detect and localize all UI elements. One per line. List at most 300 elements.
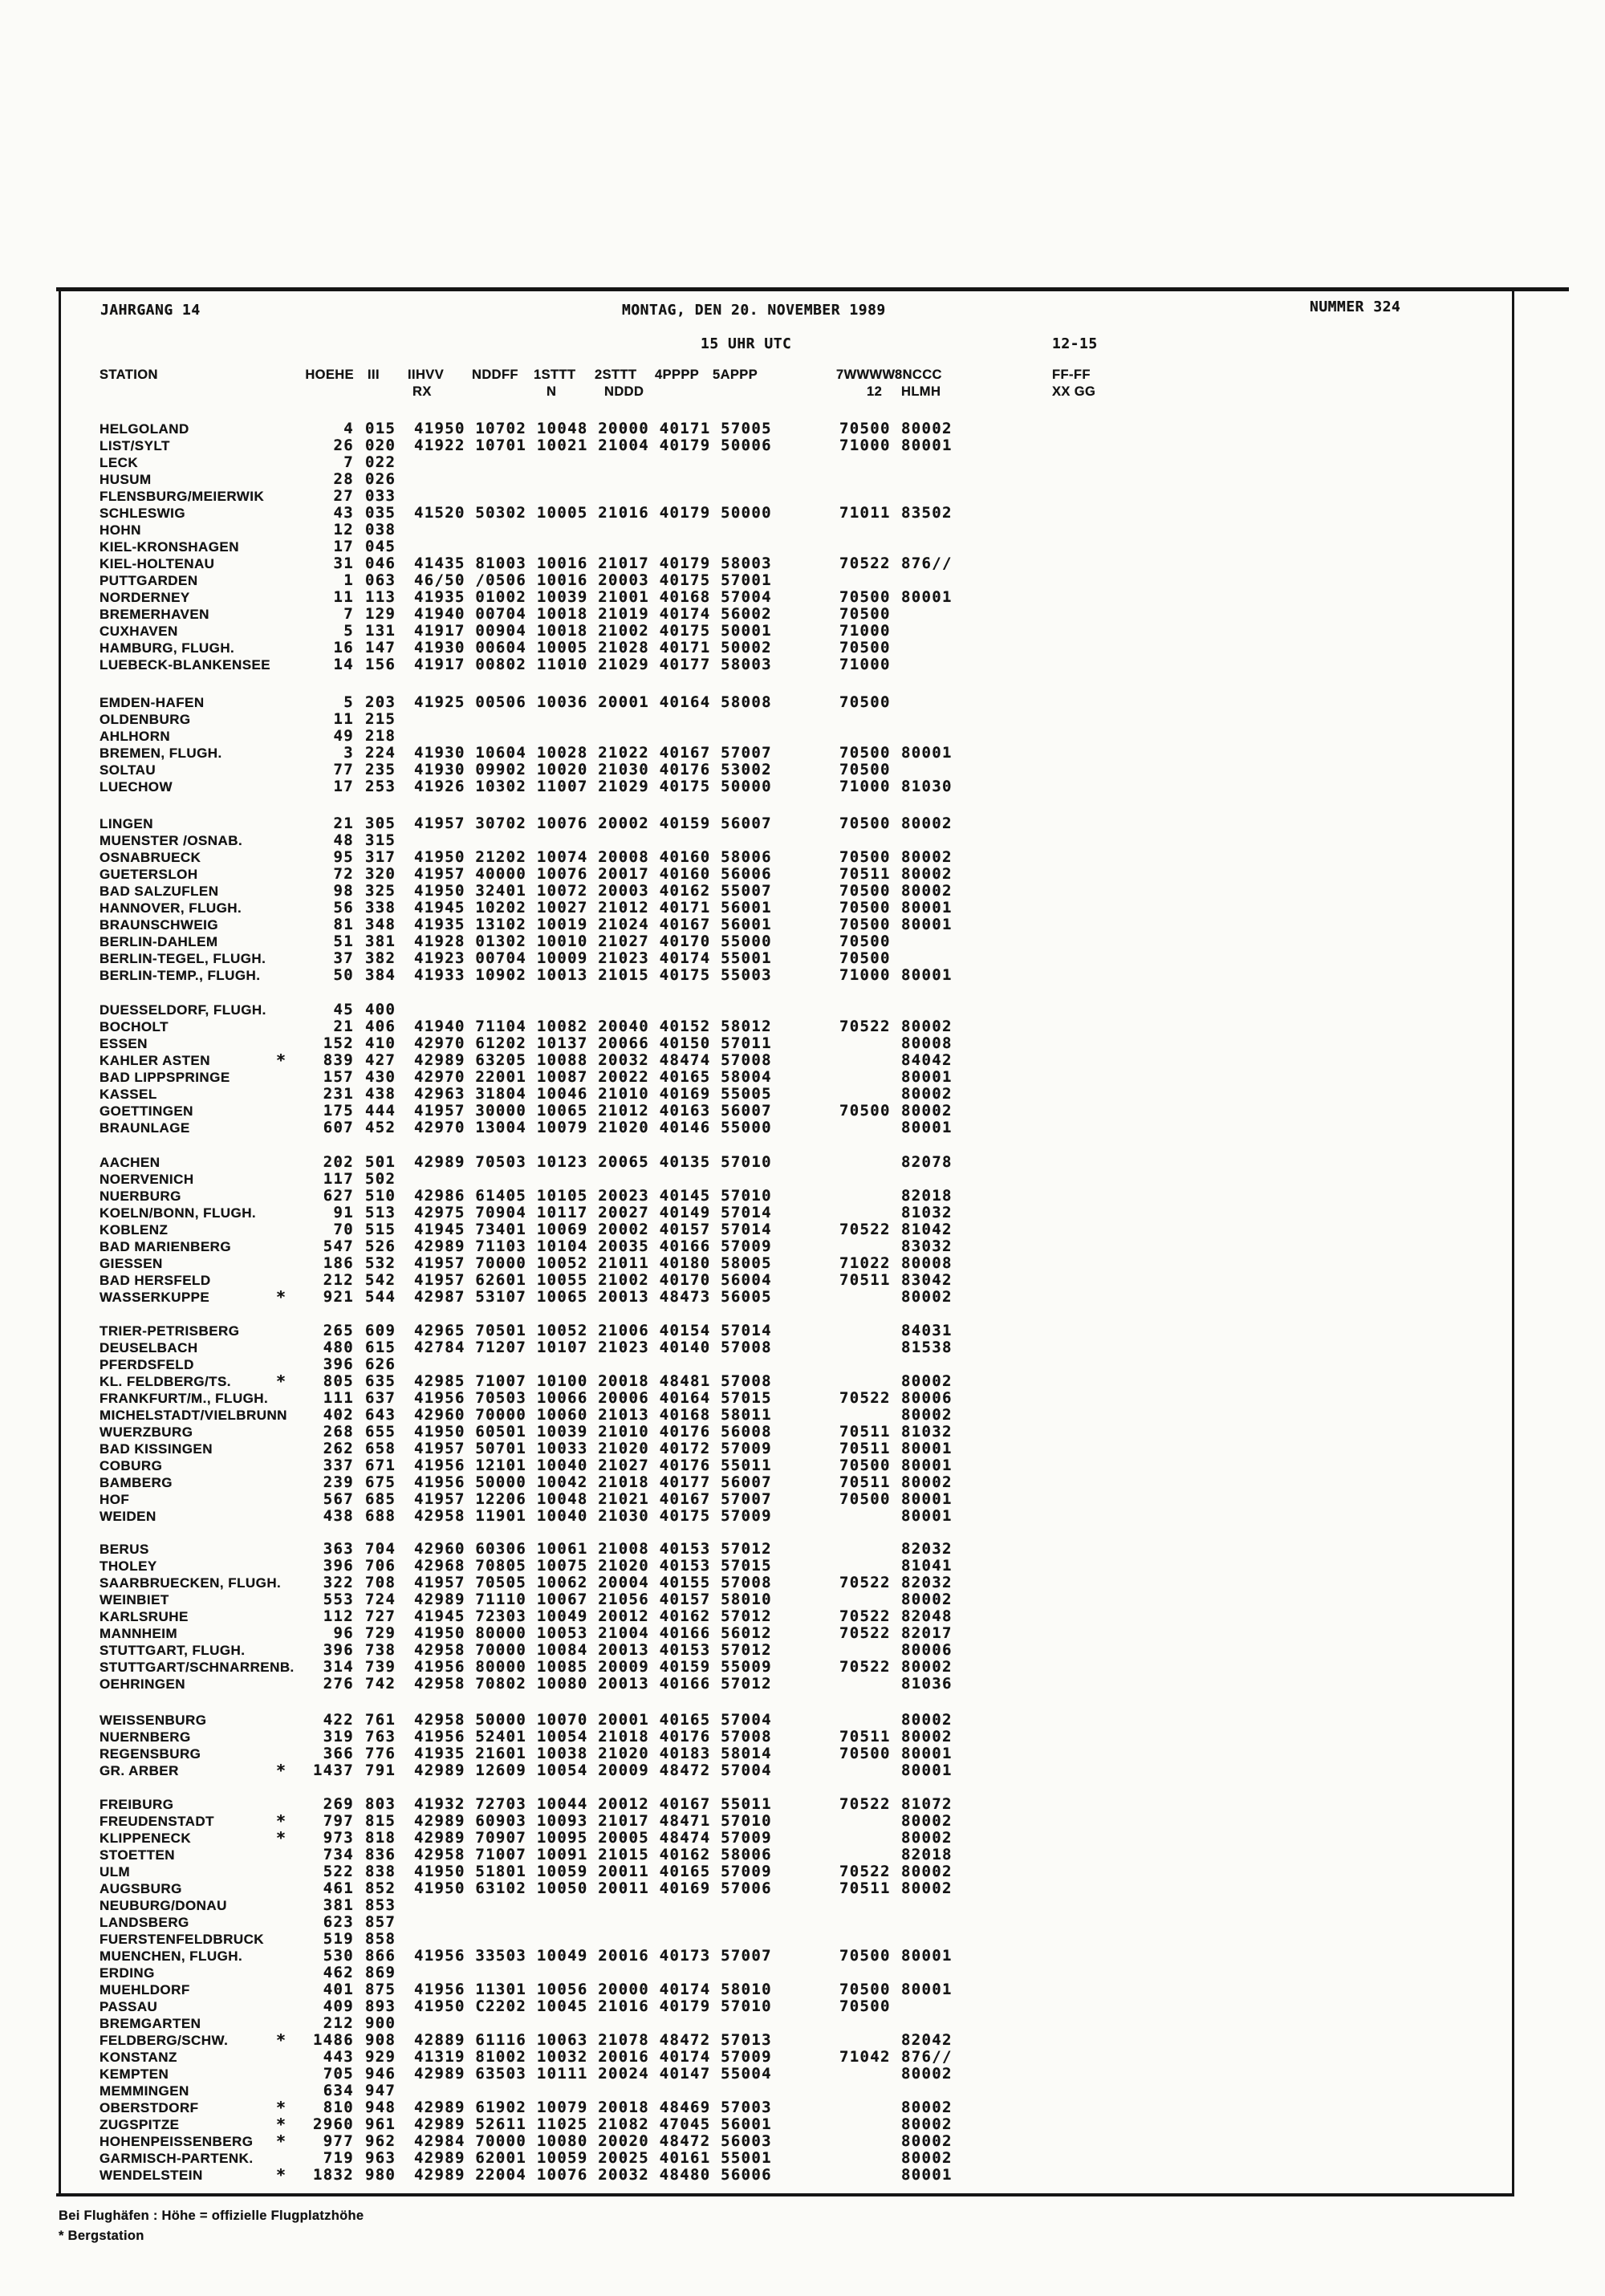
station-id: 427: [365, 1051, 396, 1069]
table-row: [0, 522, 1605, 538]
bergstation-mark: *: [276, 1287, 287, 1306]
station-name: KIEL-HOLTENAU: [100, 556, 215, 571]
col-nddd: NDDD: [604, 384, 644, 399]
station-height: 72: [333, 865, 354, 883]
station-height: 157: [323, 1068, 354, 1086]
station-id: 761: [365, 1711, 396, 1729]
station-name: OSNABRUECK: [100, 850, 201, 865]
station-name: ULM: [100, 1864, 131, 1879]
station-name: AUGSBURG: [100, 1881, 182, 1896]
table-row: [0, 1221, 1605, 1238]
weather-group-7wwww: 71000: [839, 622, 891, 640]
cloud-group-8nccc: 80001: [901, 1981, 953, 1998]
cloud-group-8nccc: 80002: [901, 2099, 953, 2116]
cloud-group-8nccc: 81036: [901, 1675, 953, 1693]
weather-group-7wwww: 70511: [839, 1423, 891, 1441]
station-name: FELDBERG/SCHW.: [100, 2033, 229, 2048]
station-name: WUERZBURG: [100, 1424, 193, 1440]
station-height: 363: [323, 1540, 354, 1558]
table-row: [0, 1205, 1605, 1221]
station-id: 727: [365, 1607, 396, 1625]
weather-group-7wwww: 70500: [839, 639, 891, 656]
station-name: BERLIN-TEGEL, FLUGH.: [100, 951, 266, 966]
station-id: 742: [365, 1675, 396, 1693]
synop-groups: 42989 12609 10054 20009 48472 57004: [414, 1762, 772, 1779]
station-name: STUTTGART, FLUGH.: [100, 1643, 246, 1658]
station-name: REGENSBURG: [100, 1746, 201, 1762]
table-row: [0, 1813, 1605, 1830]
table-row: [0, 1880, 1605, 1897]
station-height: 81: [333, 916, 354, 933]
station-height: 21: [333, 815, 354, 832]
synop-groups: 42970 61202 10137 20066 40150 57011: [414, 1034, 772, 1052]
station-id: 635: [365, 1372, 396, 1390]
synop-groups: 41957 70505 10062 20004 40155 57008: [414, 1574, 772, 1591]
table-row: [0, 1356, 1605, 1373]
table-row: [0, 1830, 1605, 1847]
station-id: 866: [365, 1947, 396, 1965]
cloud-group-8nccc: 82018: [901, 1846, 953, 1863]
station-height: 322: [323, 1574, 354, 1591]
station-height: 28: [333, 470, 354, 488]
station-height: 337: [323, 1457, 354, 1474]
cloud-group-8nccc: 80001: [901, 899, 953, 916]
station-height: 396: [323, 1641, 354, 1659]
station-height: 607: [323, 1119, 354, 1136]
bergstation-mark: *: [276, 2115, 287, 2134]
synop-groups: 42968 70805 10075 21020 40153 57015: [414, 1557, 772, 1575]
station-name: THOLEY: [100, 1558, 157, 1574]
table-row: [0, 1086, 1605, 1103]
station-id: 542: [365, 1271, 396, 1289]
synop-groups: 42963 31804 10046 21010 40169 55005: [414, 1085, 772, 1103]
cloud-group-8nccc: 80002: [901, 1085, 953, 1103]
synop-groups: 42986 61405 10105 20023 40145 57010: [414, 1187, 772, 1205]
table-row: [0, 1981, 1605, 1998]
cloud-group-8nccc: 80002: [901, 420, 953, 437]
station-id: 544: [365, 1288, 396, 1306]
weather-group-7wwww: 71000: [839, 656, 891, 673]
station-id: 510: [365, 1187, 396, 1205]
table-row: [0, 762, 1605, 778]
station-name: COBURG: [100, 1458, 163, 1473]
footnote-mountain: * Bergstation: [59, 2229, 144, 2243]
table-row: [0, 2066, 1605, 2083]
table-row: [0, 1272, 1605, 1289]
table-row: [0, 1625, 1605, 1642]
station-name: BERUS: [100, 1542, 149, 1557]
station-id: 410: [365, 1034, 396, 1052]
cloud-group-8nccc: 80001: [901, 1440, 953, 1457]
synop-groups: 41950 80000 10053 21004 40166 56012: [414, 1624, 772, 1642]
station-id: 406: [365, 1018, 396, 1035]
table-row: [0, 1676, 1605, 1693]
cloud-group-8nccc: 80002: [901, 1473, 953, 1491]
station-id: 147: [365, 639, 396, 656]
station-name: CUXHAVEN: [100, 624, 178, 639]
station-height: 438: [323, 1507, 354, 1525]
synop-groups: 41957 70000 10052 21011 40180 58005: [414, 1254, 772, 1272]
synop-groups: 41957 30702 10076 20002 40159 56007: [414, 815, 772, 832]
station-id: 615: [365, 1339, 396, 1356]
bergstation-mark: *: [276, 2030, 287, 2050]
table-row: [0, 1863, 1605, 1880]
station-name: LUECHOW: [100, 779, 173, 794]
station-id: 045: [365, 538, 396, 555]
station-height: 3: [343, 744, 354, 762]
table-row: [0, 1441, 1605, 1457]
synop-groups: 41935 13102 10019 21024 40167 56001: [414, 916, 772, 933]
station-name: BAD MARIENBERG: [100, 1239, 232, 1254]
station-name: FLENSBURG/MEIERWIK: [100, 489, 265, 504]
col-hlmh: HLMH: [901, 384, 941, 399]
station-name: HOHN: [100, 522, 141, 538]
station-id: 430: [365, 1068, 396, 1086]
cloud-group-8nccc: 80001: [901, 1507, 953, 1525]
bergstation-mark: *: [276, 2165, 287, 2184]
station-height: 202: [323, 1153, 354, 1171]
synop-groups: 42984 70000 10080 20020 48472 56003: [414, 2132, 772, 2150]
synop-groups: 41950 21202 10074 20008 40160 58006: [414, 848, 772, 866]
cloud-group-8nccc: 80001: [901, 1947, 953, 1965]
station-id: 852: [365, 1879, 396, 1897]
station-height: 212: [323, 2014, 354, 2032]
station-id: 685: [365, 1490, 396, 1508]
table-row: [0, 1390, 1605, 1407]
synop-groups: 42989 61902 10079 20018 48469 57003: [414, 2099, 772, 2116]
cloud-group-8nccc: 80002: [901, 1288, 953, 1306]
table-row: [0, 967, 1605, 984]
table-row: [0, 1069, 1605, 1086]
table-row: [0, 1745, 1605, 1762]
station-height: 262: [323, 1440, 354, 1457]
station-height: 265: [323, 1322, 354, 1339]
cloud-group-8nccc: 81032: [901, 1204, 953, 1221]
synop-groups: 41956 80000 10085 20009 40159 55009: [414, 1658, 772, 1676]
station-id: 869: [365, 1964, 396, 1981]
station-id: 526: [365, 1237, 396, 1255]
station-height: 1437: [313, 1762, 354, 1779]
station-id: 671: [365, 1457, 396, 1474]
cloud-group-8nccc: 80001: [901, 588, 953, 606]
synop-groups: 41957 62601 10055 21002 40170 56004: [414, 1271, 772, 1289]
cloud-group-8nccc: 83042: [901, 1271, 953, 1289]
table-row: [0, 849, 1605, 866]
bergstation-mark: *: [276, 1372, 287, 1391]
table-row: [0, 2099, 1605, 2116]
station-height: 443: [323, 2048, 354, 2066]
station-id: 113: [365, 588, 396, 606]
col-2sttt: 2STTT: [595, 368, 637, 382]
station-height: 461: [323, 1879, 354, 1897]
station-height: 175: [323, 1102, 354, 1120]
station-height: 11: [333, 710, 354, 728]
synop-groups: 41932 72703 10044 20012 40167 55011: [414, 1795, 772, 1813]
cloud-group-8nccc: 81032: [901, 1423, 953, 1441]
table-row: [0, 505, 1605, 522]
synop-groups: 42958 11901 10040 21030 40175 57009: [414, 1507, 772, 1525]
station-name: MICHELSTADT/VIELBRUNN: [100, 1408, 287, 1423]
synop-groups: 41940 71104 10082 20040 40152 58012: [414, 1018, 772, 1035]
synop-groups: 41956 52401 10054 21018 40176 57008: [414, 1728, 772, 1745]
table-row: [0, 883, 1605, 900]
cloud-group-8nccc: 80001: [901, 437, 953, 454]
synop-groups: 41950 60501 10039 21010 40176 56008: [414, 1423, 772, 1441]
col-iii: III: [368, 368, 380, 382]
station-id: 838: [365, 1863, 396, 1880]
station-height: 212: [323, 1271, 354, 1289]
station-id: 026: [365, 470, 396, 488]
table-row: [0, 1238, 1605, 1255]
synop-groups: 42960 70000 10060 21013 40168 58011: [414, 1406, 772, 1424]
weather-group-7wwww: 70511: [839, 1879, 891, 1897]
station-height: 50: [333, 966, 354, 984]
station-name: DUESSELDORF, FLUGH.: [100, 1002, 266, 1018]
station-height: 70: [333, 1221, 354, 1238]
station-name: LIST/SYLT: [100, 438, 170, 453]
station-name: MUENCHEN, FLUGH.: [100, 1949, 243, 1964]
table-row: [0, 1103, 1605, 1120]
station-height: 314: [323, 1658, 354, 1676]
synop-groups: 42784 71207 10107 21023 40140 57008: [414, 1339, 772, 1356]
station-id: 763: [365, 1728, 396, 1745]
table-row: [0, 1035, 1605, 1052]
top-rule: [56, 287, 1569, 291]
station-id: 818: [365, 1829, 396, 1847]
table-row: [0, 589, 1605, 606]
synop-groups: 41923 00704 10009 21023 40174 55001: [414, 949, 772, 967]
synop-groups: 41956 50000 10042 21018 40177 56007: [414, 1473, 772, 1491]
bergstation-mark: *: [276, 1811, 287, 1831]
station-id: 704: [365, 1540, 396, 1558]
col-5appp: 5APPP: [713, 368, 758, 382]
col-7wwww: 7WWWW: [836, 368, 896, 382]
station-name: BOCHOLT: [100, 1019, 169, 1034]
synop-groups: 41956 33503 10049 20016 40173 57007: [414, 1947, 772, 1965]
station-id: 858: [365, 1930, 396, 1948]
weather-group-7wwww: 70500: [839, 815, 891, 832]
cloud-group-8nccc: 80002: [901, 848, 953, 866]
station-height: 422: [323, 1711, 354, 1729]
station-id: 015: [365, 420, 396, 437]
table-row: [0, 572, 1605, 589]
station-height: 462: [323, 1964, 354, 1981]
synop-groups: 42970 13004 10079 21020 40146 55000: [414, 1119, 772, 1136]
synop-groups: 41935 01002 10039 21001 40168 57004: [414, 588, 772, 606]
station-id: 658: [365, 1440, 396, 1457]
synop-groups: 41945 73401 10069 20002 40157 57014: [414, 1221, 772, 1238]
weather-group-7wwww: 70500: [839, 882, 891, 900]
bergstation-mark: *: [276, 2131, 287, 2151]
col-12: 12: [867, 384, 883, 399]
cloud-group-8nccc: 82018: [901, 1187, 953, 1205]
station-id: 643: [365, 1406, 396, 1424]
station-name: LINGEN: [100, 816, 153, 831]
weather-group-7wwww: 70500: [839, 693, 891, 711]
weather-group-7wwww: 71000: [839, 778, 891, 795]
station-name: STOETTEN: [100, 1847, 175, 1863]
cloud-group-8nccc: 80002: [901, 1728, 953, 1745]
station-height: 117: [323, 1170, 354, 1188]
weather-group-7wwww: 70500: [839, 1102, 891, 1120]
cloud-group-8nccc: 83502: [901, 504, 953, 522]
station-id: 708: [365, 1574, 396, 1591]
table-row: [0, 1541, 1605, 1558]
synop-groups: 41950 C2202 10045 21016 40179 57010: [414, 1997, 772, 2015]
weather-group-7wwww: 70522: [839, 1795, 891, 1813]
station-name: EMDEN-HAFEN: [100, 695, 205, 710]
table-row: [0, 1339, 1605, 1356]
station-id: 338: [365, 899, 396, 916]
station-height: 401: [323, 1981, 354, 1998]
station-height: 268: [323, 1423, 354, 1441]
station-name: KONSTANZ: [100, 2050, 177, 2065]
synop-groups: 41950 10702 10048 20000 40171 57005: [414, 420, 772, 437]
station-height: 839: [323, 1051, 354, 1069]
station-id: 320: [365, 865, 396, 883]
station-height: 21: [333, 1018, 354, 1035]
weather-group-7wwww: 70500: [839, 916, 891, 933]
station-height: 48: [333, 831, 354, 849]
station-height: 366: [323, 1745, 354, 1762]
table-row: [0, 1154, 1605, 1171]
table-row: [0, 933, 1605, 950]
cloud-group-8nccc: 82078: [901, 1153, 953, 1171]
synop-groups: 41928 01302 10010 21027 40170 55000: [414, 933, 772, 950]
station-id: 315: [365, 831, 396, 849]
cloud-group-8nccc: 83032: [901, 1237, 953, 1255]
station-id: 384: [365, 966, 396, 984]
station-height: 402: [323, 1406, 354, 1424]
table-row: [0, 1762, 1605, 1779]
synop-groups: 42989 71103 10104 20035 40166 57009: [414, 1237, 772, 1255]
station-height: 977: [323, 2132, 354, 2150]
station-height: 45: [333, 1001, 354, 1018]
station-id: 963: [365, 2149, 396, 2167]
table-row: [0, 1729, 1605, 1745]
col-station: STATION: [100, 368, 158, 382]
cloud-group-8nccc: 82032: [901, 1574, 953, 1591]
synop-groups: 41957 40000 10076 20017 40160 56006: [414, 865, 772, 883]
cloud-group-8nccc: 80006: [901, 1641, 953, 1659]
table-row: [0, 1558, 1605, 1575]
station-name: GIESSEN: [100, 1256, 163, 1271]
table-row: [0, 1002, 1605, 1018]
station-name: LECK: [100, 455, 139, 470]
table-row: [0, 1323, 1605, 1339]
station-height: 5: [343, 693, 354, 711]
weather-group-7wwww: 70511: [839, 1271, 891, 1289]
synop-groups: 42965 70501 10052 21006 40154 57014: [414, 1322, 772, 1339]
station-id: 900: [365, 2014, 396, 2032]
cloud-group-8nccc: 80002: [901, 1372, 953, 1390]
table-row: [0, 1847, 1605, 1863]
synop-groups: 42989 62001 10059 20025 40161 55001: [414, 2149, 772, 2167]
table-row: [0, 778, 1605, 795]
synop-groups: 42989 71110 10067 21056 40157 58010: [414, 1591, 772, 1608]
col-n-sub: N: [547, 384, 557, 399]
cloud-group-8nccc: 80002: [901, 1829, 953, 1847]
station-height: 4: [343, 420, 354, 437]
station-name: STUTTGART/SCHNARRENB.: [100, 1660, 295, 1675]
station-height: 7: [343, 453, 354, 471]
weather-group-7wwww: 70500: [839, 1745, 891, 1762]
table-row: [0, 1897, 1605, 1914]
station-height: 705: [323, 2065, 354, 2083]
bergstation-mark: *: [276, 2098, 287, 2117]
weather-group-7wwww: 71000: [839, 966, 891, 984]
synop-groups: 41933 10902 10013 21015 40175 55003: [414, 966, 772, 984]
table-row: [0, 1998, 1605, 2015]
table-row: [0, 1491, 1605, 1508]
station-name: GUETERSLOH: [100, 867, 198, 882]
synop-groups: 41950 51801 10059 20011 40165 57009: [414, 1863, 772, 1880]
station-height: 7: [343, 605, 354, 623]
station-height: 519: [323, 1930, 354, 1948]
station-height: 381: [323, 1896, 354, 1914]
station-id: 637: [365, 1389, 396, 1407]
table-row: [0, 1508, 1605, 1525]
station-height: 16: [333, 639, 354, 656]
cloud-group-8nccc: 84031: [901, 1322, 953, 1339]
table-row: [0, 832, 1605, 849]
table-row: [0, 1642, 1605, 1659]
station-name: SAARBRUECKEN, FLUGH.: [100, 1575, 282, 1591]
station-name: MUENSTER /OSNAB.: [100, 833, 243, 848]
station-height: 5: [343, 622, 354, 640]
station-height: 31: [333, 555, 354, 572]
station-name: PUTTGARDEN: [100, 573, 198, 588]
table-row: [0, 1575, 1605, 1591]
bergstation-mark: *: [276, 1050, 287, 1070]
station-name: WEIDEN: [100, 1509, 156, 1524]
station-name: GR. ARBER: [100, 1763, 179, 1778]
cloud-group-8nccc: 80001: [901, 1762, 953, 1779]
station-name: BAMBERG: [100, 1475, 173, 1490]
table-row: [0, 815, 1605, 832]
synop-groups: 46/50 /0506 10016 20003 40175 57001: [414, 571, 772, 589]
station-height: 797: [323, 1812, 354, 1830]
station-id: 706: [365, 1557, 396, 1575]
table-row: [0, 538, 1605, 555]
table-row: [0, 1373, 1605, 1390]
synop-groups: 42889 61116 10063 21078 48472 57013: [414, 2031, 772, 2049]
station-id: 946: [365, 2065, 396, 2083]
synop-groups: 42989 60903 10093 21017 48471 57010: [414, 1812, 772, 1830]
table-row: [0, 623, 1605, 640]
station-name: BREMERHAVEN: [100, 607, 209, 622]
table-row: [0, 2116, 1605, 2133]
table-row: [0, 2167, 1605, 2184]
synop-groups: 42970 22001 10087 20022 40165 58004: [414, 1068, 772, 1086]
station-id: 513: [365, 1204, 396, 1221]
station-name: MANNHEIM: [100, 1626, 178, 1641]
station-name: PASSAU: [100, 1999, 158, 2014]
station-height: 186: [323, 1254, 354, 1272]
station-id: 038: [365, 521, 396, 538]
station-name: BERLIN-DAHLEM: [100, 934, 218, 949]
station-id: 929: [365, 2048, 396, 2066]
table-row: [0, 1914, 1605, 1931]
weather-group-7wwww: 70500: [839, 744, 891, 762]
station-id: 908: [365, 2031, 396, 2049]
weather-group-7wwww: 70522: [839, 555, 891, 572]
station-height: 567: [323, 1490, 354, 1508]
synop-groups: 41957 50701 10033 21020 40172 57009: [414, 1440, 772, 1457]
station-name: OLDENBURG: [100, 712, 191, 727]
cloud-group-8nccc: 876//: [901, 555, 953, 572]
cloud-group-8nccc: 80006: [901, 1389, 953, 1407]
